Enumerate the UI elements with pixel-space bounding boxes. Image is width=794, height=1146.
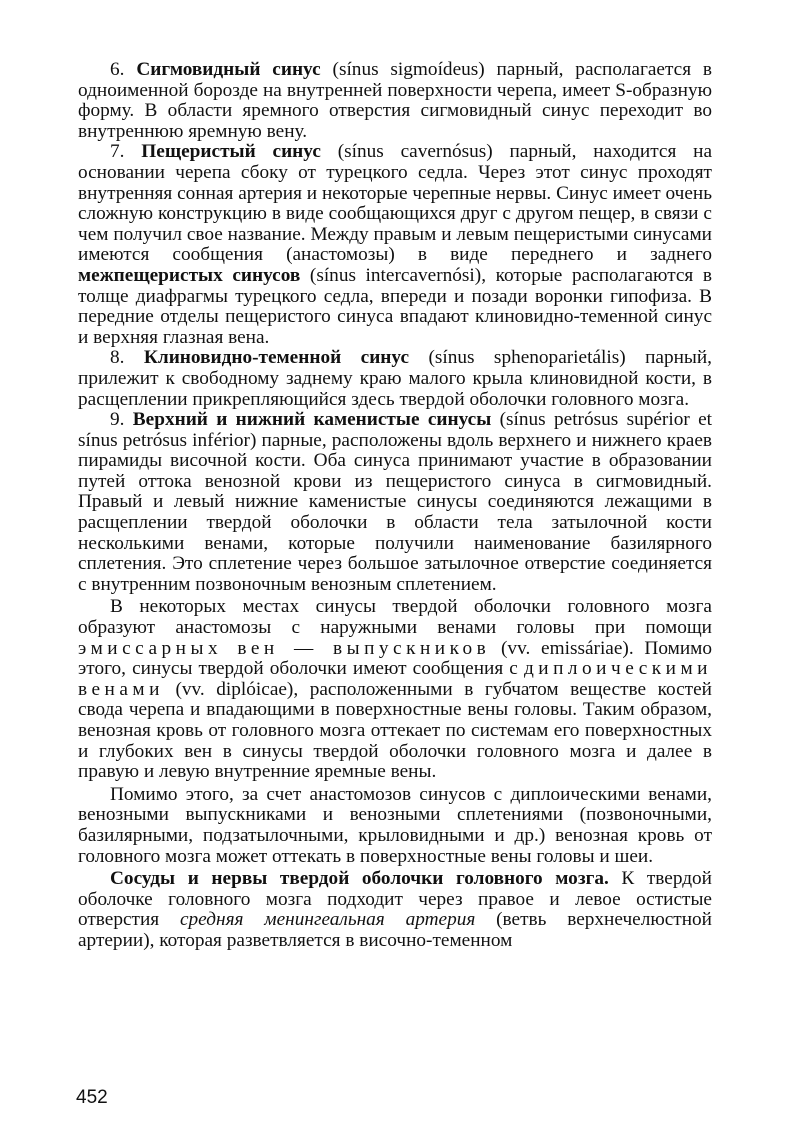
paragraph-anastomoses	[78, 597, 712, 782]
term-middle-meningeal-artery: средняя менингеальная артерия	[179, 909, 476, 931]
item-number: 8.	[110, 347, 144, 369]
term-cavernous-sinus: Пещеристый синус	[141, 141, 321, 163]
item-number: 7.	[110, 141, 142, 163]
item-number: 6.	[110, 59, 137, 80]
term-intercavernous-sinuses: межпещеристых синусов	[78, 264, 301, 286]
paragraph-text: (sínus sigmoídeus) парный, располагается в одноименной борозде на внутренней поверхности черепа, имеет S-образную форму. В области яремного отверстия сигмовидный синус переходит во внутреннюю яремную вену.	[78, 59, 713, 142]
section-heading-vessels-nerves: Сосуды и нервы твердой оболочки головного мозга.	[110, 868, 609, 890]
paragraph-text: (vv. emissáriae). Помимо этого, синусы твердой оболочки имеют сообщения с	[78, 637, 712, 680]
paragraph-text: (sínus petrósus supérior et sínus petrósus inférior) парные, расположены вдоль верхнего и нижнего краев пирамиды височной кости. Оба синуса принимают участие в образовании путей оттока венозной крови из пещеристого синуса в сигмовидный. Правый и левый нижние каменистые синусы соединяются лежащими в расщеплении твердой оболочки в области тела затылочной кости несколькими венами, которые получили наименование базилярного сплетения. Это сплетение через большое затылочное отверстие соединяется с внутренним позвоночным венозным сплетением.	[78, 409, 712, 595]
page-number: 452	[76, 1087, 108, 1108]
paragraph-text: В некоторых местах синусы твердой оболочки головного мозга образуют анастомозы с наружными венами головы при помощи	[78, 596, 712, 639]
paragraph-text: К твердой оболочке головного мозга подходит через правое и левое остистые отверстия	[78, 868, 712, 931]
paragraph-cavernous-sinus	[78, 142, 712, 348]
term-sphenoparietal-sinus: Клиновидно-теменной синус	[143, 347, 410, 369]
paragraph-sigmoid-sinus	[78, 60, 712, 142]
spaced-term-emissary-veins: эмиссарных вен — выпускников	[78, 637, 491, 659]
term-sigmoid-sinus: Сигмовидный синус	[136, 59, 321, 80]
page-text	[78, 60, 712, 952]
paragraph-text: (vv. diplóicae), расположенными в губчатом веществе костей свода черепа и впадающими в поверхностные вены головы. Таким образом, венозная кровь от головного мозга оттекает по системам его поверхностных и глубоких вен в синусы твердой оболочки головного мозга и далее в правую и левую внутренние яремные вены.	[78, 678, 712, 783]
paragraph-text: (ветвь верхнечелюстной артерии), которая разветвляется в височно-теменном	[78, 909, 712, 951]
term-petrosal-sinuses: Верхний и нижний каменистые синусы	[132, 409, 492, 431]
paragraph-text: Помимо этого, за счет анастомозов синусов с диплоическими венами, венозными выпускниками и венозными сплетениями (позвоночными, базилярными, подзатылочными, крыловидными и др.) венозная кровь от головного мозга может оттекать в поверхностные вены головы и шеи.	[78, 783, 712, 867]
item-number: 9.	[110, 409, 133, 431]
paragraph-petrosal-sinuses	[78, 410, 712, 595]
paragraph-venous-outflow	[78, 785, 712, 867]
paragraph-text: (sínus sphenoparietális) парный, прилежит к свободному заднему краю малого крыла клиновидной кости, в расщеплении прикрепляющийся здесь твердой оболочки головного мозга.	[78, 347, 713, 410]
spaced-term-diploic-veins: диплоическими венами	[78, 658, 712, 700]
paragraph-text: (sínus intercavernósi), которые располагаются в толще диафрагмы турецкого седла, впереди и позади воронки гипофиза. В передние отделы пещеристого синуса впадают клиновидно-теменной синус и верхняя глазная вена.	[78, 264, 712, 348]
paragraph-vessels-nerves	[78, 869, 712, 951]
paragraph-text: (sínus cavernósus) парный, находится на основании черепа сбоку от турецкого седла. Через этот синус проходят внутренняя сонная артерия и некоторые черепные нервы. Синус имеет очень сложную конструкцию в виде сообщающихся друг с другом пещер, в связи с чем получил свое название. Между правым и левым пещеристыми синусами имеются сообщения (анастомозы) в виде переднего и заднего	[78, 141, 713, 266]
paragraph-sphenoparietal-sinus	[78, 348, 712, 410]
